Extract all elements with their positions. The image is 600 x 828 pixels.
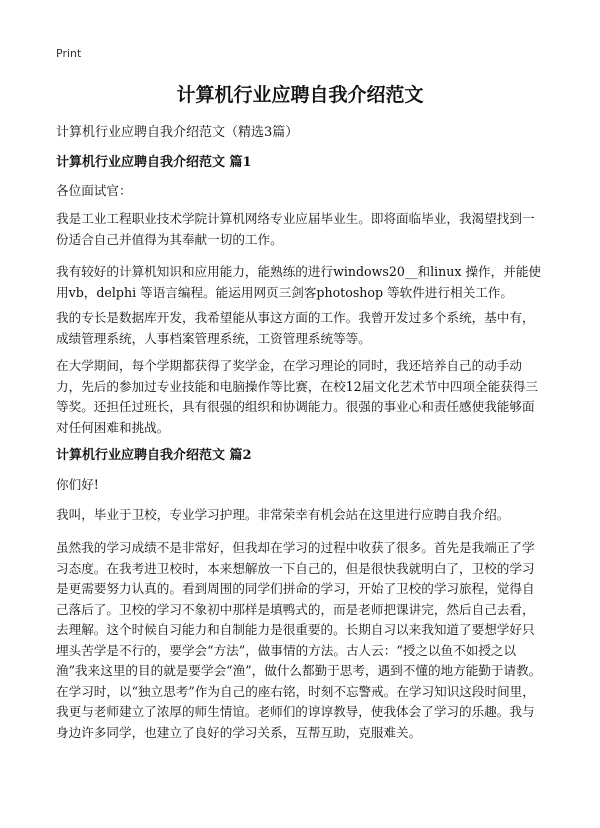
- page-title: 计算机行业应聘自我介绍范文: [176, 84, 424, 106]
- greeting-1: 各位面试官：: [56, 183, 132, 198]
- print-link[interactable]: Print: [56, 47, 82, 60]
- document-subtitle: 计算机行业应聘自我介绍范文（精选3篇）: [56, 125, 299, 140]
- paragraph: 我叫，毕业于卫校，专业学习护理。非常荣幸有机会站在这里进行应聘自我介绍。: [56, 507, 510, 522]
- paragraph: 我的专长是数据库开发，我希望能从事这方面的工作。我曾开发过多个系统，基中有，成绩管理系统，人事档案管理系统，工资管理系统等等。: [56, 310, 535, 346]
- paragraph: 在大学期间，每个学期都获得了奖学金，在学习理论的同时，我还培养自己的动手动力，先后的参加过专业技能和电脑操作等比赛，在校12届文化艺术节中四项全能获得三等奖。还担任过班长，具有很强的组织和协调能力。很强的事业心和责任感使我能够面对任何困难和挑战。: [56, 358, 538, 435]
- section-heading-2: 计算机行业应聘自我介绍范文 篇2: [56, 448, 252, 463]
- greeting-2: 你们好!: [56, 477, 99, 492]
- paragraph: 我有较好的计算机知识和应用能力，能熟练的进行windows20__和linux 操作，并能使用vb，delphi 等语言编程。能运用网页三剑客photoshop 等软件进行相关工作。: [56, 264, 542, 300]
- paragraph: 我是工业工程职业技术学院计算机网络专业应届毕业生。即将面临毕业，我渴望找到一份适合自己并值得为其奉献一切的工作。: [56, 211, 535, 247]
- paragraph: 虽然我的学习成绩不是非常好，但我却在学习的过程中收获了很多。首先是我端正了学习态度。在我考进卫校时，本来想解放一下自己的，但是很快我就明白了，卫校的学习是更需要努力认真的。看到周围的同学们拼命的学习，开始了卫校的学习旅程，觉得自己落后了。卫校的学习不象初中那样是填鸭式的，而是老师把课讲完，然后自己去看，去理解。这个时候自习能力和自制能力是很重要的。长期自习以来我知道了要想学好只埋头苦学是不行的，要学会“方法”，做事情的方法。古人云：“授之以鱼不如授之以渔”我来这里的目的就是要学会“渔”，做什么都勤于思考，遇到不懂的地方能勤于请教。在学习时，以“独立思考”作为自己的座右铭，时刻不忘警戒。在学习知识这段时间里，我更与老师建立了浓厚的师生情谊。老师们的谆谆教导，使我体会了学习的乐趣。我与身边许多同学，也建立了良好的学习关系，互帮互助，克服难关。: [56, 540, 542, 740]
- section-heading-1: 计算机行业应聘自我介绍范文 篇1: [56, 155, 252, 170]
